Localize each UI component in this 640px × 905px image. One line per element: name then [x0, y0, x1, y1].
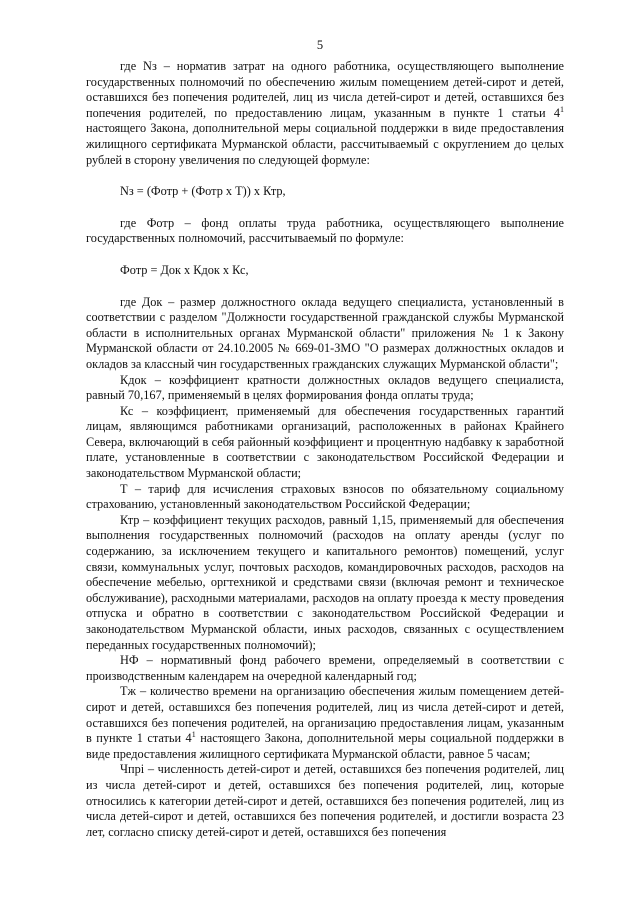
document-body [86, 59, 564, 840]
formula-fotr: Фотр = Док х Кдок х Кс, [120, 262, 249, 277]
superscript: 1 [191, 730, 196, 740]
paragraph-kdok: Кдок – коэффициент кратности должностных окладов ведущего специалиста, равный 70,167, применяемый в целях формирования фонда оплаты труда; [86, 372, 564, 403]
paragraph-ks: Кс – коэффициент, применяемый для обеспечения государственных гарантий лицам, являющимся работниками организаций, расположенных в районах Крайнего Севера, включающий в себя районный коэффициент и процентную надбавку к заработной плате, установленные в соответствии с законодательством Российской Федерации и законодательством Мурманской области; [86, 403, 564, 481]
page-number: 5 [316, 38, 324, 52]
superscript: 1 [560, 104, 564, 114]
paragraph-nf: НФ – нормативный фонд рабочего времени, определяемый в соответствии с производственным календарем на очередной календарный год; [86, 653, 564, 683]
paragraph-fotr-definition: где Фотр – фонд оплаты труда работника, осуществляющего выполнение государственных полномочий, рассчитываемый по формуле: [86, 215, 564, 246]
paragraph-nz-definition: где Nз – норматив затрат на одного работника, осуществляющего выполнение государственных полномочий по обеспечению жилым помещением детей-сирот и детей, оставшихся без попечения родителей, лиц из числа детей-сирот и детей, оставшихся без попечения родителей, по предоставлению лицам, указанным в пункте 1 статьи $4^1$ настоящего Закона, дополнительной меры социальной поддержки в виде предоставления жилищного сертификата Мурманской области, рассчитываемый с округлением до целых рублей в сторону увеличения по следующей формуле: [86, 59, 564, 167]
paragraph-dok: где Док – размер должностного оклада ведущего специалиста, установленный в соответствии с разделом "Должности государственной гражданской службы Мурманской области в исполнительных органах Мурманской области" приложения № 1 к Закону Мурманской области от 24.10.2005 № 669-01-ЗМО "О размерах должностных окладов и окладов за классный чин государственных гражданских служащих Мурманской области"; [86, 294, 564, 371]
paragraph-chpr: Чпрі – численность детей-сирот и детей, оставшихся без попечения родителей, лиц из числа детей-сирот и детей, оставшихся без попечения родителей, лиц, которые относились к категории детей-сирот и детей, оставшихся без попечения родителей, лиц из числа детей-сирот и детей, оставшихся без попечения родителей, и достигли возраста 23 лет, согласно списку детей-сирот и детей, оставшихся без попечения [86, 762, 564, 839]
formula-nz: Nз = (Фотр + (Фотр х Т)) х Ктр, [120, 184, 286, 199]
paragraph-t: Т – тариф для исчисления страховых взносов по обязательному социальному страхованию, установленный законодательством Российской Федерации; [86, 481, 564, 512]
paragraph-ktr: Ктр – коэффициент текущих расходов, равный 1,15, применяемый для обеспечения выполнения государственных полномочий (расходов на оплату аренды (услуг по содержанию, за исключением текущего и капитального ремонтов) помещений, услуг связи, коммунальных услуг, почтовых расходов, командировочных расходов, расходов на обеспечение мебелью, оргтехникой и средствами связи (включая ремонт и техническое обслуживание), расходными материалами, расходов на оплату проезда к месту проведения отпуска и обратно в соответствии с законодательством Российской Федерации и законодательством Мурманской области, иных расходов, связанных с осуществлением переданных государственных полномочий); [86, 512, 564, 652]
paragraph-tzh: Тж – количество времени на организацию обеспечения жилым помещением детей-сирот и детей, оставшихся без попечения родителей, лиц из числа детей-сирот и детей, оставшихся без попечения родителей, на организацию предоставления лицам, указанным в пункте 1 статьи $4^1$ настоящего Закона, дополнительной меры социальной поддержки в виде предоставления жилищного сертификата Мурманской области, равное 5 часам; [86, 684, 564, 761]
